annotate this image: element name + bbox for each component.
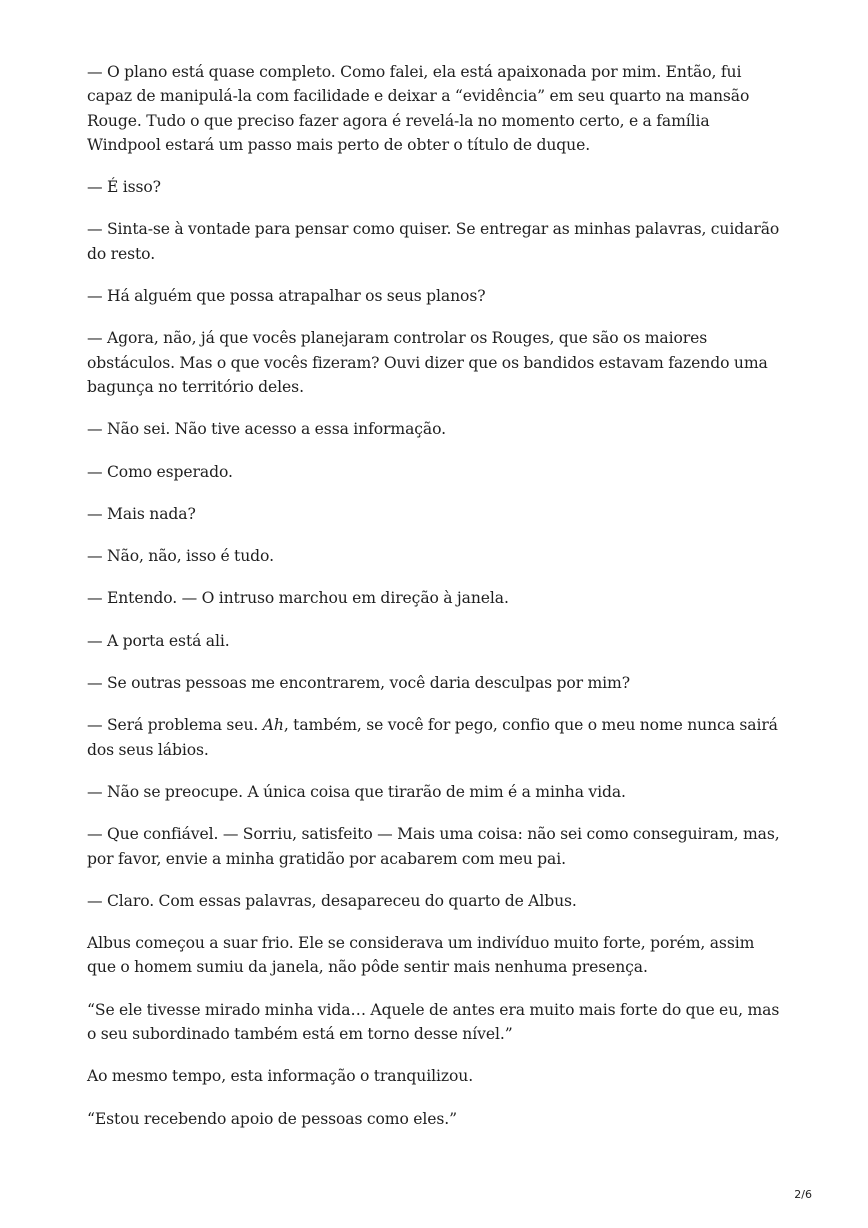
- paragraph-15: — Que confiável. — Sorriu, satisfeito — Mais uma coisa: não sei como conseguiram, mas, por favor, envie a minha gratidão por acabarem com meu pai.: [87, 825, 780, 868]
- paragraph-11: — A porta está ali.: [87, 631, 230, 650]
- paragraph-13: [87, 713, 787, 762]
- paragraph-16: — Claro. Com essas palavras, desapareceu do quarto de Albus.: [87, 891, 577, 910]
- paragraph-2: — É isso?: [87, 178, 161, 197]
- paragraph-12: — Se outras pessoas me encontrarem, você daria desculpas por mim?: [87, 674, 631, 693]
- page-number: 2/6: [794, 1188, 812, 1201]
- paragraph-19: Ao mesmo tempo, esta informação o tranquilizou.: [87, 1067, 474, 1086]
- paragraph-10: — Entendo. — O intruso marchou em direção à janela.: [87, 589, 509, 608]
- paragraph-1: — O plano está quase completo. Como falei, ela está apaixonada por mim. Então, fui capaz de manipulá-la com facilidade e deixar a “evidência” em seu quarto na mansão Rouge. Tudo o que preciso fazer agora é revelá-la no momento certo, e a família Windpool estará um passo mais perto de obter o título de duque.: [87, 63, 750, 154]
- paragraph-13-start: — Será problema seu.: [87, 716, 263, 735]
- paragraph-9: — Não, não, isso é tudo.: [87, 547, 274, 566]
- paragraph-3: — Sinta-se à vontade para pensar como quiser. Se entregar as minhas palavras, cuidarão do resto.: [87, 220, 780, 263]
- paragraph-4: — Há alguém que possa atrapalhar os seus planos?: [87, 287, 486, 306]
- paragraph-6: — Não sei. Não tive acesso a essa informação.: [87, 420, 446, 439]
- paragraph-17: Albus começou a suar frio. Ele se considerava um indivíduo muito forte, porém, assim que o homem sumiu da janela, não pôde sentir mais nenhuma presença.: [87, 934, 755, 977]
- paragraph-14: — Não se preocupe. A única coisa que tirarão de mim é a minha vida.: [87, 782, 626, 801]
- paragraph-20: “Estou recebendo apoio de pessoas como eles.”: [87, 1109, 457, 1128]
- document-body: [87, 60, 787, 1149]
- paragraph-18: “Se ele tivesse mirado minha vida… Aquele de antes era muito mais forte do que eu, mas o seu subordinado também está em torno desse nível.”: [87, 1000, 780, 1044]
- paragraph-7: — Como esperado.: [87, 462, 233, 481]
- paragraph-8: — Mais nada?: [87, 504, 196, 523]
- paragraph-13-end: , também, se você for pego, confio que o meu nome nunca sairá dos seus lábios.: [87, 716, 778, 759]
- paragraph-13-italic: Ah: [262, 716, 284, 735]
- paragraph-5: — Agora, não, já que vocês planejaram controlar os Rouges, que são os maiores obstáculos. Mas o que vocês fizeram? Ouvi dizer que os bandidos estavam fazendo uma bagunça no território deles.: [87, 329, 768, 396]
